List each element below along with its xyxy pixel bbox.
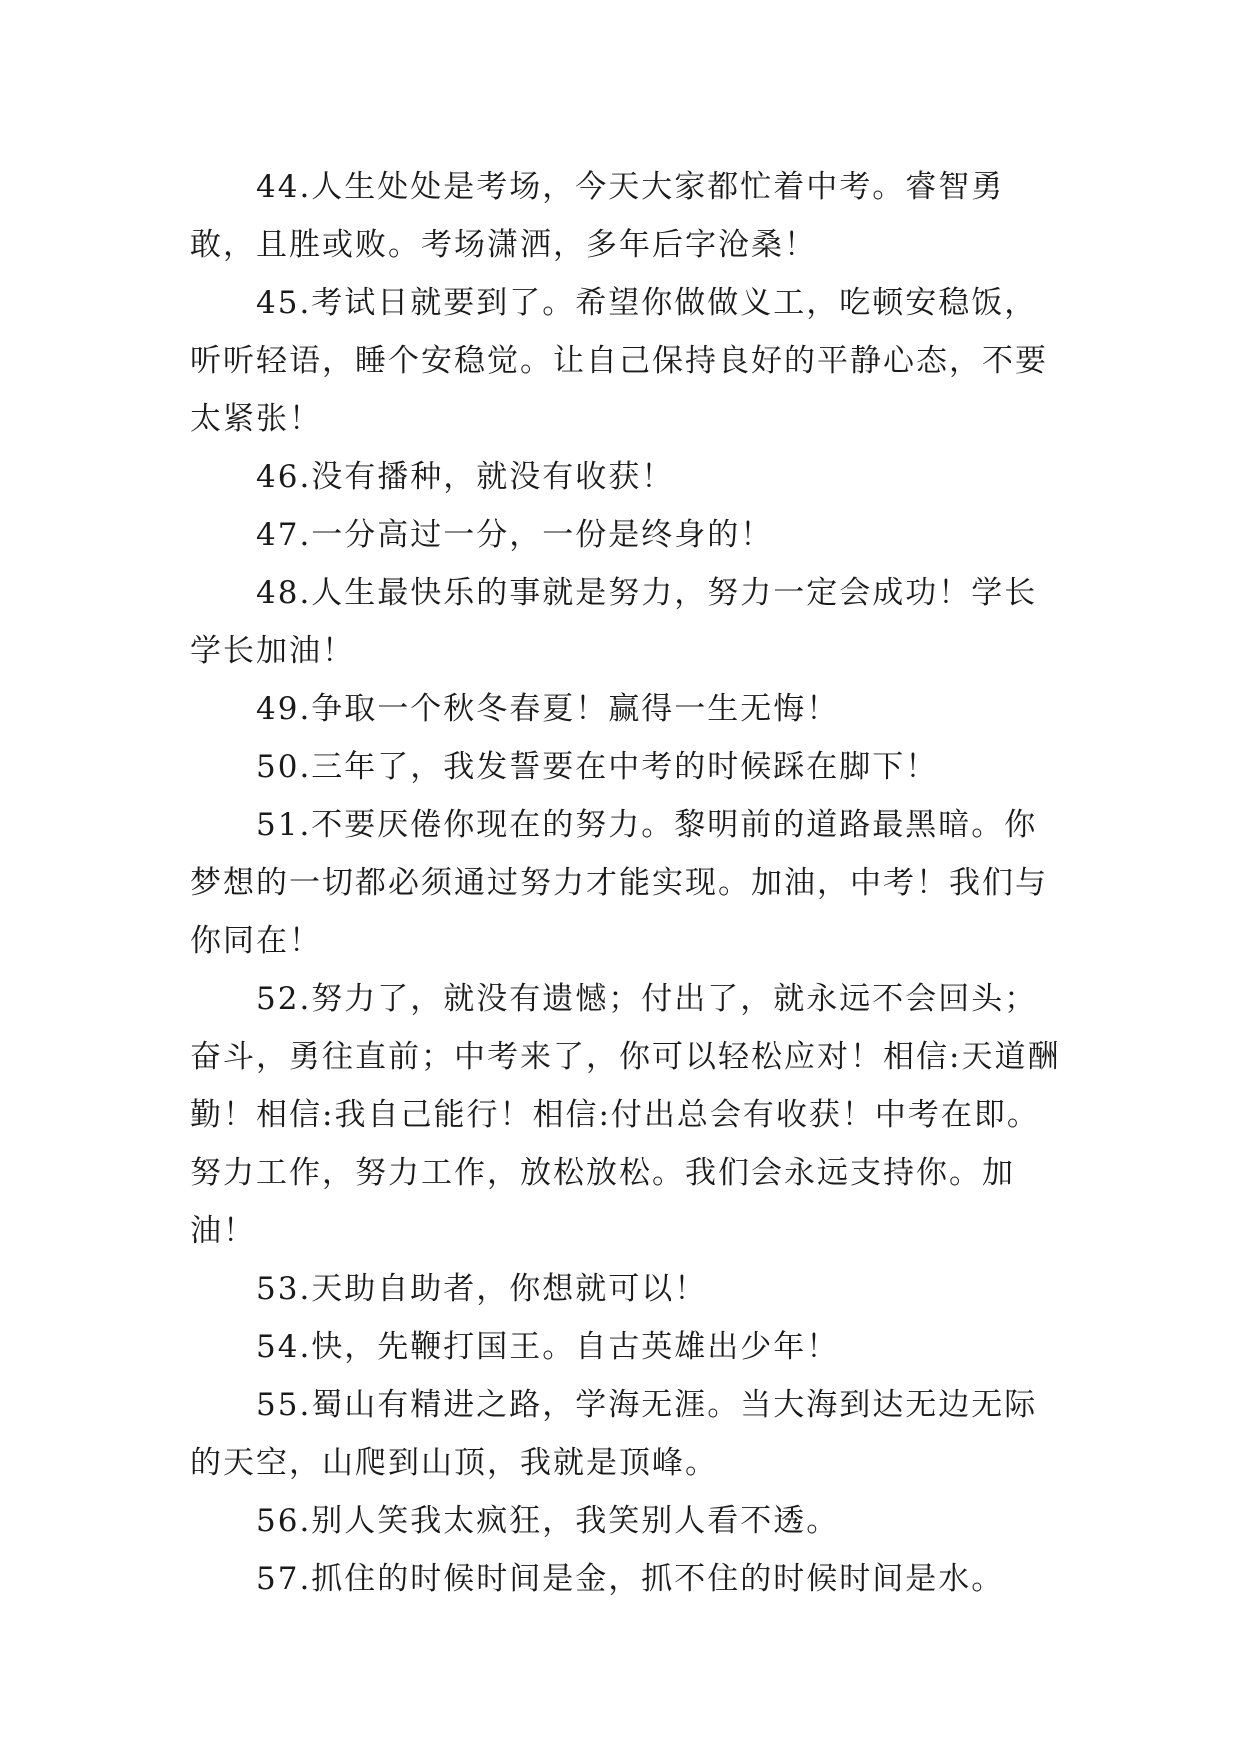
paragraph-50: 50.三年了，我发誓要在中考的时候踩在脚下！ — [256, 749, 939, 785]
paragraph-46: 46.没有播种，就没有收获！ — [256, 459, 675, 495]
paragraph-56: 56.别人笑我太疯狂，我笑别人看不透。 — [256, 1503, 840, 1539]
paragraph-48: 48.人生最快乐的事就是努力，努力一定会成功！学长学长加油！ — [190, 575, 1038, 669]
paragraph-54: 54.快，先鞭打国王。自古英雄出少年！ — [256, 1329, 840, 1365]
paragraph-53: 53.天助自助者，你想就可以！ — [256, 1271, 708, 1307]
paragraph-57: 57.抓住的时候时间是金，抓不住的时候时间是水。 — [256, 1561, 1005, 1597]
paragraph-44: 44.人生处处是考场，今天大家都忙着中考。睿智勇敢，且胜或败。考场潇洒，多年后字沧桑！ — [190, 169, 1005, 263]
paragraph-45: 45.考试日就要到了。希望你做做义工，吃顿安稳饭，听听轻语，睡个安稳觉。让自己保持良好的平静心态，不要太紧张！ — [190, 285, 1048, 437]
paragraph-47: 47.一分高过一分，一份是终身的！ — [256, 517, 774, 553]
paragraph-52: 52.努力了，就没有遗憾；付出了，就永远不会回头；奋斗，勇往直前；中考来了，你可以轻松应对！相信:天道酬勤！相信:我自己能行！相信:付出总会有收获！中考在即。努力工作，努力工作，放松放松。我们会永远支持你。加油！ — [190, 981, 1061, 1249]
paragraph-51: 51.不要厌倦你现在的努力。黎明前的道路最黑暗。你梦想的一切都必须通过努力才能实现。加油，中考！我们与你同在！ — [190, 807, 1048, 959]
paragraph-49: 49.争取一个秋冬春夏！赢得一生无悔！ — [256, 691, 840, 727]
document-body — [190, 158, 1070, 1608]
paragraph-55: 55.蜀山有精进之路，学海无涯。当大海到达无边无际的天空，山爬到山顶，我就是顶峰。 — [190, 1387, 1038, 1481]
